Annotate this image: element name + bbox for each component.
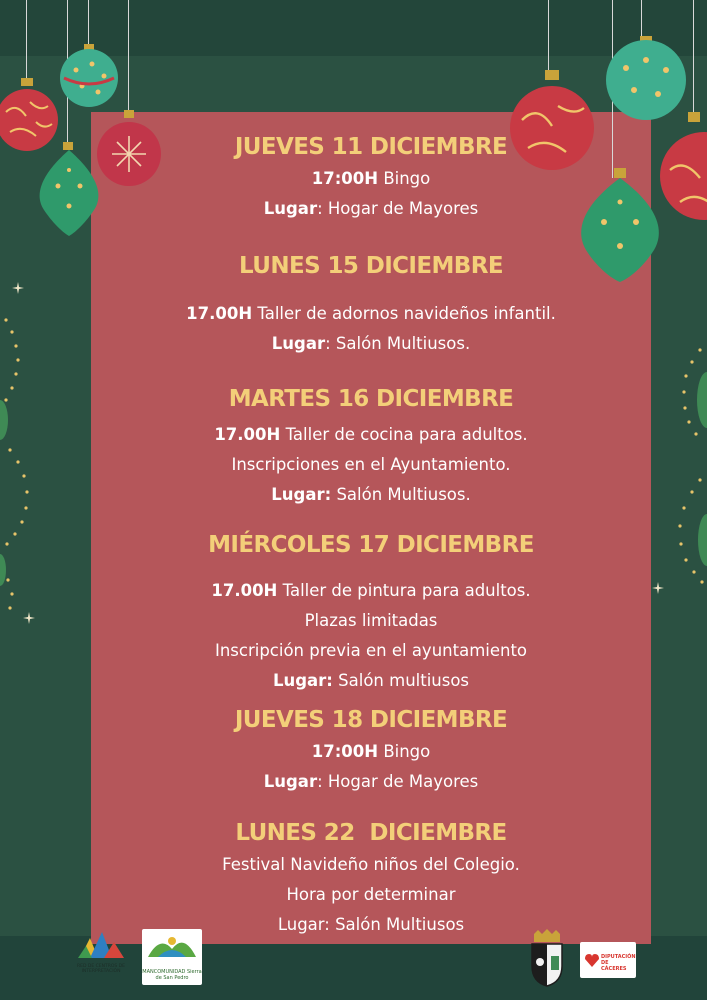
event-line: Lugar: Salón Multiusos xyxy=(277,915,465,934)
event-1 xyxy=(91,130,651,224)
event-line: 17.00H Taller de pintura para adultos. xyxy=(211,581,531,600)
event-line: Plazas limitadas xyxy=(304,611,438,630)
diputacion-logo-icon xyxy=(584,952,600,968)
logo-mancomunidad xyxy=(142,929,202,985)
mancomunidad-text: MANCOMUNIDAD Sierra de San Pedro xyxy=(142,969,202,981)
event-line: Festival Navideño niños del Colegio. xyxy=(222,855,520,874)
ornament-red-edge-icon xyxy=(656,110,707,226)
event-4 xyxy=(91,528,651,696)
left-dotted-garland xyxy=(0,300,40,640)
event-title: MARTES 16 DICIEMBRE xyxy=(228,386,514,412)
ornament-green-top-icon xyxy=(56,42,122,108)
event-line: 17:00H Bingo xyxy=(311,742,431,761)
red-centros-text: RED DE CENTROS DE INTERPRETACIÓN xyxy=(77,964,125,974)
event-line: Hora por determinar xyxy=(286,885,456,904)
event-6 xyxy=(91,816,651,940)
event-line: Lugar: Hogar de Mayores xyxy=(263,199,479,218)
event-line: 17.00H Taller de cocina para adultos. xyxy=(214,425,528,444)
event-title: LUNES 22 DICIEMBRE xyxy=(235,820,507,846)
event-title: JUEVES 18 DICIEMBRE xyxy=(234,707,508,733)
event-line: Lugar: Salón Multiusos. xyxy=(271,334,471,353)
diputacion-text: DIPUTACIÓN DE CÁCERES xyxy=(601,954,636,972)
star-icon xyxy=(652,582,664,594)
event-line: Lugar: Salón multiusos xyxy=(272,671,470,690)
event-3 xyxy=(91,382,651,510)
ornament-teal-right-icon xyxy=(600,34,692,120)
event-2 xyxy=(91,249,651,359)
red-centros-logo-icon xyxy=(76,928,126,960)
event-line: Inscripción previa en el ayuntamiento xyxy=(214,641,528,660)
logo-red-centros xyxy=(76,928,126,986)
event-line: Lugar: Salón Multiusos. xyxy=(271,485,471,504)
event-5 xyxy=(91,703,651,797)
star-icon xyxy=(23,612,35,624)
logo-diputacion xyxy=(580,942,636,978)
right-dotted-garland xyxy=(660,340,707,640)
event-title: MIÉRCOLES 17 DICIEMBRE xyxy=(208,532,534,558)
event-line: Lugar: Hogar de Mayores xyxy=(263,772,479,791)
coat-of-arms-icon xyxy=(528,928,566,988)
event-line: Inscripciones en el Ayuntamiento. xyxy=(231,455,511,474)
star-icon xyxy=(12,282,24,294)
event-line: 17:00H Bingo xyxy=(311,169,431,188)
event-line: 17.00H Taller de adornos navideños infantil. xyxy=(186,304,556,323)
event-title: LUNES 15 DICIEMBRE xyxy=(239,253,503,279)
event-title: JUEVES 11 DICIEMBRE xyxy=(234,134,508,160)
mancomunidad-logo-icon xyxy=(142,929,202,965)
